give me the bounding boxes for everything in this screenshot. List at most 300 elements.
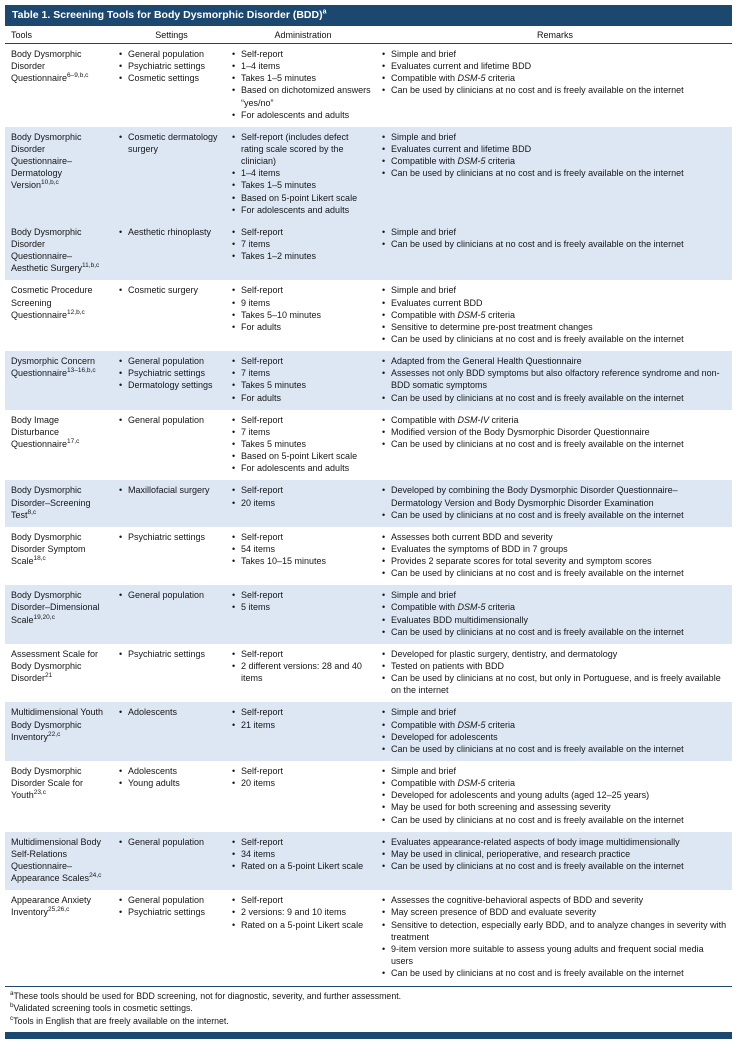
bullet-item	[382, 648, 727, 660]
bullet-text: 1–4 items	[241, 61, 281, 72]
tool-name: Multidimensional Body Self-Relations Questionnaire–Appearance Scales$^{24,c}$	[11, 836, 102, 884]
remarks-cell	[378, 480, 732, 526]
bullet-text: General population	[128, 836, 205, 847]
bullet-item	[232, 355, 373, 367]
bullet-icon: •	[382, 368, 386, 379]
bullet-icon: •	[232, 719, 236, 730]
bullet-icon: •	[232, 73, 236, 84]
bullet-icon: •	[382, 485, 386, 496]
tool-name: Body Dysmorphic Disorder–Dimensional Scale$^{19,20,c}$	[11, 590, 100, 625]
bullet-icon: •	[232, 895, 236, 906]
remarks-cell	[378, 410, 732, 481]
bullet-icon: •	[232, 543, 236, 554]
bullet-text: Self-report	[241, 285, 284, 296]
bullet-item	[382, 438, 727, 450]
settings-cell	[115, 351, 228, 410]
bullet-text: Compatible with DSM-IV criteria	[391, 414, 519, 425]
bullet-item	[232, 706, 373, 718]
bottom-rule	[5, 1032, 732, 1039]
bullet-item	[382, 555, 727, 567]
reference-superscript: 6–9,b,c	[67, 72, 89, 80]
bullet-item	[382, 543, 727, 555]
table-row	[5, 44, 732, 127]
reference-superscript: 11,b,c	[82, 262, 100, 270]
bullet-item	[232, 192, 373, 204]
bullet-text: Self-report	[241, 707, 284, 718]
bullet-icon: •	[232, 85, 236, 96]
bullet-item	[382, 660, 727, 672]
table-title: Table 1. Screening Tools for Body Dysmorphic Disorder (BDD)	[12, 9, 323, 21]
bullet-text: Can be used by clinicians at no cost and is freely available on the internet	[391, 626, 684, 637]
bullet-item	[232, 48, 373, 60]
remarks-cell	[378, 280, 732, 351]
bullet-item	[382, 84, 727, 96]
bullet-text: 54 items	[241, 543, 276, 554]
table-row	[5, 351, 732, 410]
table-row	[5, 761, 732, 832]
settings-cell	[115, 761, 228, 832]
bullet-icon: •	[382, 85, 386, 96]
bullet-icon: •	[382, 602, 386, 613]
settings-cell	[115, 890, 228, 985]
bullet-item	[232, 450, 373, 462]
bullet-item	[232, 379, 373, 391]
bullet-item	[382, 743, 727, 755]
bullet-icon: •	[382, 707, 386, 718]
bullet-item	[382, 801, 727, 813]
bullet-text: Adapted from the General Health Questionnaire	[391, 356, 582, 367]
bullet-text: Based on dichotomized answers “yes/no”	[241, 85, 371, 108]
bullet-icon: •	[232, 380, 236, 391]
bullet-text: For adolescents and adults	[241, 204, 350, 215]
table-row	[5, 832, 732, 891]
tool-name: Body Dysmorphic Disorder Symptom Scale$^{18,c}$	[11, 531, 86, 567]
remarks-cell	[378, 644, 732, 703]
bullet-item	[119, 60, 223, 72]
column-header-settings: Settings	[115, 26, 228, 44]
footnotes	[5, 986, 732, 1031]
settings-cell	[115, 480, 228, 526]
bullet-text: Assesses both current BDD and severity	[391, 531, 553, 542]
bullet-text: For adults	[241, 392, 282, 403]
bullet-item	[232, 426, 373, 438]
bullet-text: Takes 5–10 minutes	[241, 309, 322, 320]
bullet-item	[382, 333, 727, 345]
bullet-icon: •	[382, 143, 386, 154]
bullet-item	[382, 531, 727, 543]
column-header-remarks: Remarks	[378, 26, 732, 44]
bullet-text: Compatible with DSM-5 criteria	[391, 73, 516, 84]
reference-superscript: 18,c	[33, 555, 46, 563]
bullet-item	[382, 60, 727, 72]
bullet-icon: •	[382, 766, 386, 777]
bullet-item	[232, 531, 373, 543]
bullet-icon: •	[232, 49, 236, 59]
bullet-item	[232, 167, 373, 179]
table-figure	[5, 5, 732, 1039]
bullet-item	[232, 226, 373, 238]
bullet-icon: •	[232, 463, 236, 474]
remarks-cell	[378, 44, 732, 127]
bullet-icon: •	[382, 590, 386, 601]
bullet-item	[232, 414, 373, 426]
bullet-item	[382, 626, 727, 638]
bullet-item	[382, 848, 727, 860]
administration-cell	[228, 832, 378, 891]
bullet-item	[232, 719, 373, 731]
bullet-text: General population	[128, 49, 205, 59]
bullet-text: Evaluates current BDD	[391, 297, 483, 308]
bullet-icon: •	[382, 719, 386, 730]
bullet-text: 5 items	[241, 602, 271, 613]
bullet-item	[232, 906, 373, 918]
bullet-icon: •	[382, 836, 386, 847]
bullet-text: 20 items	[241, 497, 276, 508]
bullet-text: Compatible with DSM-5 criteria	[391, 719, 516, 730]
table-row	[5, 480, 732, 526]
bullet-text: 34 items	[241, 848, 276, 859]
administration-cell	[228, 585, 378, 644]
tool-name: Body Image Disturbance Questionnaire$^{17,c}$	[11, 414, 80, 449]
bullet-item	[382, 155, 727, 167]
bullet-text: Cosmetic settings	[128, 73, 200, 84]
bullet-icon: •	[382, 743, 386, 754]
bullet-text: Compatible with DSM-5 criteria	[391, 309, 516, 320]
bullet-item	[232, 309, 373, 321]
bullet-icon: •	[382, 543, 386, 554]
bullet-text: Modified version of the Body Dysmorphic Disorder Questionnaire	[391, 426, 650, 437]
bullet-item	[382, 321, 727, 333]
bullet-item	[382, 284, 727, 296]
bullet-item	[232, 250, 373, 262]
bullet-text: Can be used by clinicians at no cost and is freely available on the internet	[391, 392, 684, 403]
bullet-item	[382, 238, 727, 250]
settings-cell	[115, 127, 228, 222]
bullet-text: May be used in clinical, perioperative, and research practice	[391, 848, 631, 859]
bullet-item	[232, 204, 373, 216]
tool-name: Cosmetic Procedure Screening Questionnaire$^{12,b,c}$	[11, 285, 93, 320]
bullet-text: Evaluates BDD multidimensionally	[391, 614, 529, 625]
settings-cell	[115, 644, 228, 703]
bullet-icon: •	[382, 392, 386, 403]
bullet-icon: •	[232, 602, 236, 613]
bullet-icon: •	[232, 861, 236, 872]
footnote: $^c$Tools in English that are freely available on the internet.	[10, 1014, 229, 1026]
bullet-text: Cosmetic dermatology surgery	[128, 131, 218, 154]
bullet-text: Psychiatric settings	[128, 61, 206, 72]
reference-superscript: 8,c	[27, 508, 37, 516]
bullet-icon: •	[119, 590, 123, 601]
bullet-text: Can be used by clinicians at no cost and is freely available on the internet	[391, 85, 684, 96]
bullet-text: Assesses not only BDD symptoms but also olfactory reference syndrome and non-BDD somatic symptoms	[391, 368, 720, 391]
bullet-text: 7 items	[241, 238, 271, 249]
screening-tools-table	[5, 26, 732, 985]
bullet-icon: •	[119, 836, 123, 847]
bullet-item	[119, 72, 223, 84]
bullet-item	[119, 355, 223, 367]
bullet-text: Rated on a 5-point Likert scale	[241, 861, 364, 872]
bullet-item	[232, 765, 373, 777]
bullet-icon: •	[232, 590, 236, 601]
bullet-item	[232, 836, 373, 848]
bullet-text: Simple and brief	[391, 226, 457, 237]
remarks-cell	[378, 351, 732, 410]
bullet-item	[232, 438, 373, 450]
bullet-icon: •	[382, 731, 386, 742]
bullet-icon: •	[232, 309, 236, 320]
reference-superscript: 10,b,c	[41, 179, 59, 187]
bullet-icon: •	[119, 485, 123, 496]
bullet-text: 1–4 items	[241, 168, 281, 179]
bullet-icon: •	[119, 707, 123, 718]
bullet-icon: •	[232, 131, 236, 142]
bullet-item	[232, 555, 373, 567]
bullet-icon: •	[382, 285, 386, 296]
bullet-text: Cosmetic surgery	[128, 285, 199, 296]
bullet-item	[119, 589, 223, 601]
column-header-tools: Tools	[5, 26, 115, 44]
administration-cell	[228, 44, 378, 127]
administration-cell	[228, 410, 378, 481]
table-body	[5, 44, 732, 986]
table-row	[5, 222, 732, 281]
bullet-icon: •	[382, 438, 386, 449]
bullet-icon: •	[119, 61, 123, 72]
bullet-text: Dermatology settings	[128, 380, 213, 391]
administration-cell	[228, 527, 378, 586]
bullet-icon: •	[382, 673, 386, 684]
administration-cell	[228, 702, 378, 761]
bullet-icon: •	[382, 531, 386, 542]
bullet-item	[232, 109, 373, 121]
tool-name: Body Dysmorphic Disorder Questionnaire–Dermatology Version$^{10,b,c}$	[11, 131, 82, 191]
bullet-item	[232, 131, 373, 167]
tool-name: Body Dysmorphic Disorder–Screening Test$^{8,c}$	[11, 485, 91, 520]
bullet-item	[232, 848, 373, 860]
bullet-text: Rated on a 5-point Likert scale	[241, 919, 364, 930]
administration-cell	[228, 222, 378, 281]
bullet-item	[382, 919, 727, 943]
bullet-icon: •	[382, 626, 386, 637]
bullet-text: 7 items	[241, 368, 271, 379]
bullet-icon: •	[119, 380, 123, 391]
bullet-item	[232, 543, 373, 555]
bullet-icon: •	[119, 778, 123, 789]
administration-cell	[228, 890, 378, 985]
bullet-item	[119, 777, 223, 789]
bullet-text: 9 items	[241, 297, 271, 308]
bullet-text: Simple and brief	[391, 49, 457, 59]
footnote-marker: b	[10, 1002, 14, 1010]
bullet-item	[382, 719, 727, 731]
footnote: $^b$Validated screening tools in cosmetic settings.	[10, 1002, 193, 1014]
table-row	[5, 644, 732, 703]
bullet-text: Can be used by clinicians at no cost and is freely available on the internet	[391, 333, 684, 344]
bullet-item	[382, 48, 727, 60]
bullet-icon: •	[232, 919, 236, 930]
bullet-item	[232, 497, 373, 509]
bullet-icon: •	[232, 648, 236, 659]
bullet-text: Compatible with DSM-5 criteria	[391, 602, 516, 613]
bullet-icon: •	[232, 61, 236, 72]
bullet-icon: •	[382, 943, 386, 954]
bullet-icon: •	[232, 356, 236, 367]
bullet-icon: •	[382, 661, 386, 672]
bullet-text: Psychiatric settings	[128, 368, 206, 379]
bullet-icon: •	[232, 661, 236, 672]
bullet-text: Evaluates current and lifetime BDD	[391, 61, 532, 72]
bullet-text: Adolescents	[128, 707, 178, 718]
remarks-cell	[378, 702, 732, 761]
table-row	[5, 702, 732, 761]
bullet-icon: •	[382, 509, 386, 520]
administration-cell	[228, 761, 378, 832]
administration-cell	[228, 480, 378, 526]
bullet-icon: •	[382, 814, 386, 825]
remarks-cell	[378, 222, 732, 281]
table-row	[5, 527, 732, 586]
bullet-item	[382, 814, 727, 826]
bullet-text: 21 items	[241, 719, 276, 730]
reference-superscript: 21	[45, 672, 53, 680]
bullet-item	[382, 297, 727, 309]
bullet-text: Can be used by clinicians at no cost and is freely available on the internet	[391, 238, 684, 249]
bullet-text: Self-report	[241, 485, 284, 496]
bullet-icon: •	[119, 766, 123, 777]
bullet-icon: •	[382, 568, 386, 579]
bullet-item	[119, 414, 223, 426]
column-header-administration: Administration	[228, 26, 378, 44]
bullet-icon: •	[232, 451, 236, 462]
bullet-icon: •	[119, 49, 123, 59]
bullet-text: General population	[128, 414, 205, 425]
bullet-item	[382, 309, 727, 321]
bullet-icon: •	[232, 238, 236, 249]
tool-name: Multidimensional Youth Body Dysmorphic Inventory$^{22,c}$	[11, 707, 104, 742]
reference-superscript: 19,20,c	[33, 613, 55, 621]
bullet-text: Assesses the cognitive-behavioral aspects of BDD and severity	[391, 895, 644, 906]
tool-name: Body Dysmorphic Disorder Questionnaire$^{6-9,b,c}$	[11, 49, 89, 84]
tool-name: Assessment Scale for Body Dysmorphic Disorder$^{21}$	[11, 648, 99, 684]
bullet-text: Evaluates current and lifetime BDD	[391, 143, 532, 154]
bullet-text: Can be used by clinicians at no cost and is freely available on the internet	[391, 438, 684, 449]
bullet-item	[232, 484, 373, 496]
administration-cell	[228, 280, 378, 351]
bullet-icon: •	[382, 156, 386, 167]
bullet-icon: •	[119, 368, 123, 379]
bullet-icon: •	[232, 766, 236, 777]
bullet-icon: •	[232, 497, 236, 508]
bullet-item	[382, 860, 727, 872]
administration-cell	[228, 644, 378, 703]
bullet-item	[232, 179, 373, 191]
footnote-marker: c	[10, 1014, 14, 1022]
bullet-icon: •	[119, 285, 123, 296]
bullet-text: Sensitive to determine pre-post treatment changes	[391, 321, 593, 332]
bullet-icon: •	[232, 907, 236, 918]
bullet-item	[382, 706, 727, 718]
reference-superscript: 22,c	[48, 730, 61, 738]
bullet-icon: •	[232, 251, 236, 262]
table-row	[5, 127, 732, 222]
bullet-text: Psychiatric settings	[128, 648, 206, 659]
bullet-icon: •	[382, 556, 386, 567]
remarks-cell	[378, 761, 732, 832]
tool-name: Appearance Anxiety Inventory$^{25,26,c}$	[11, 895, 92, 918]
bullet-icon: •	[232, 848, 236, 859]
bullet-item	[232, 392, 373, 404]
bullet-icon: •	[232, 297, 236, 308]
bullet-item	[232, 589, 373, 601]
bullet-item	[382, 484, 727, 508]
table-header	[5, 26, 732, 44]
bullet-item	[382, 392, 727, 404]
bullet-icon: •	[382, 778, 386, 789]
bullet-item	[232, 284, 373, 296]
bullet-icon: •	[232, 192, 236, 203]
bullet-item	[382, 167, 727, 179]
bullet-icon: •	[382, 238, 386, 249]
bullet-icon: •	[382, 861, 386, 872]
administration-cell	[228, 127, 378, 222]
bullet-item	[382, 789, 727, 801]
bullet-text: Sensitive to detection, especially early BDD, and to analyze changes in severity with treatment	[391, 919, 727, 942]
bullet-item	[382, 589, 727, 601]
bullet-icon: •	[232, 531, 236, 542]
bullet-text: Takes 10–15 minutes	[241, 556, 327, 567]
bullet-text: Can be used by clinicians at no cost and is freely available on the internet	[391, 743, 684, 754]
bullet-item	[119, 367, 223, 379]
settings-cell	[115, 585, 228, 644]
bullet-text: 9-item version more suitable to assess young adults and frequent social media users	[391, 943, 704, 966]
settings-cell	[115, 410, 228, 481]
bullet-icon: •	[232, 438, 236, 449]
bullet-icon: •	[232, 778, 236, 789]
reference-superscript: 23,c	[33, 789, 46, 797]
bullet-text: 20 items	[241, 778, 276, 789]
bullet-text: Simple and brief	[391, 131, 457, 142]
bullet-item	[119, 284, 223, 296]
reference-superscript: 12,b,c	[67, 308, 85, 316]
bullet-text: Self-report	[241, 356, 284, 367]
bullet-text: May screen presence of BDD and evaluate severity	[391, 907, 597, 918]
table-row	[5, 280, 732, 351]
bullet-text: Developed for plastic surgery, dentistry, and dermatology	[391, 648, 618, 659]
bullet-icon: •	[232, 426, 236, 437]
bullet-text: Self-report	[241, 648, 284, 659]
bullet-icon: •	[382, 61, 386, 72]
tool-name: Body Dysmorphic Disorder Questionnaire–Aesthetic Surgery$^{11,b,c}$	[11, 226, 100, 274]
bullet-item	[119, 765, 223, 777]
bullet-text: Adolescents	[128, 766, 178, 777]
bullet-icon: •	[232, 485, 236, 496]
bullet-text: 2 versions: 9 and 10 items	[241, 907, 347, 918]
bullet-item	[382, 777, 727, 789]
bullet-text: Evaluates the symptoms of BDD in 7 groups	[391, 543, 568, 554]
tool-name: Dysmorphic Concern Questionnaire$^{13-16,b,c}$	[11, 356, 96, 379]
bullet-icon: •	[232, 368, 236, 379]
bullet-text: Maxillofacial surgery	[128, 485, 210, 496]
bullet-item	[232, 894, 373, 906]
bullet-icon: •	[382, 356, 386, 367]
bullet-icon: •	[119, 648, 123, 659]
remarks-cell	[378, 832, 732, 891]
bullet-item	[232, 660, 373, 684]
bullet-text: Self-report	[241, 590, 284, 601]
bullet-text: Self-report	[241, 531, 284, 542]
bullet-icon: •	[232, 226, 236, 237]
bullet-text: Can be used by clinicians at no cost and is freely available on the internet	[391, 861, 684, 872]
